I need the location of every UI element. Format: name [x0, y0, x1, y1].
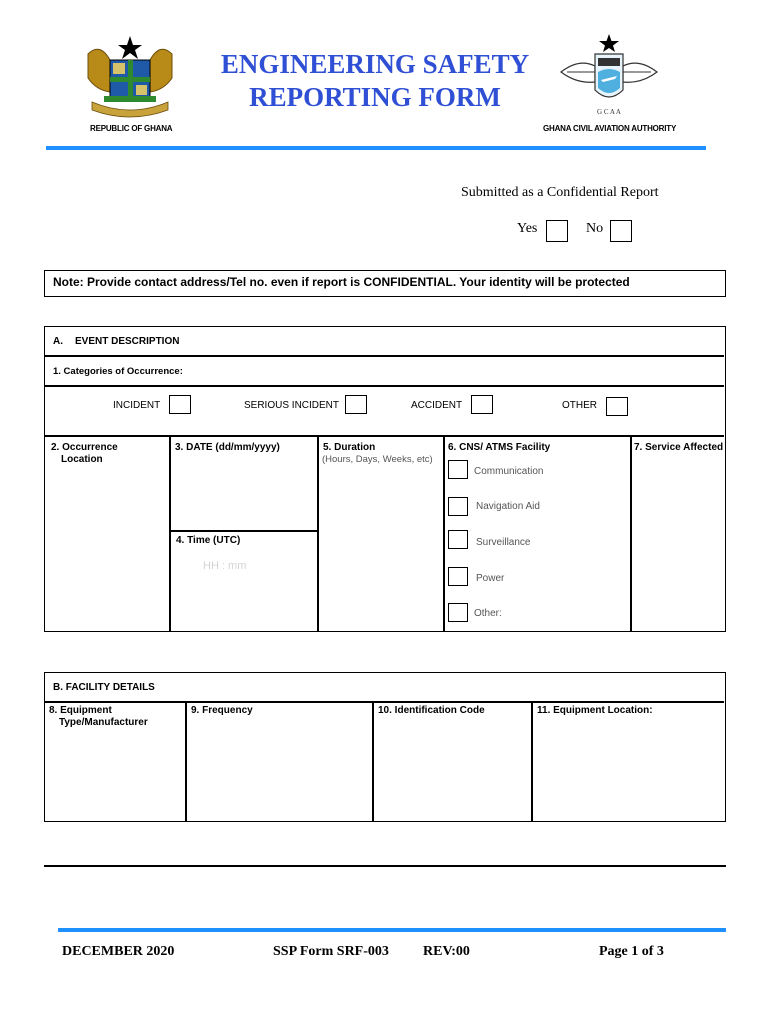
facility-navigation-aid-label: Navigation Aid [476, 501, 540, 512]
facility-other-checkbox[interactable] [448, 603, 468, 622]
divider [630, 435, 632, 631]
confidential-no-label: No [586, 221, 604, 236]
occurrence-location-field[interactable] [47, 469, 167, 629]
equipment-type-line2: Type/Manufacturer [59, 717, 148, 728]
equipment-location-field[interactable] [533, 721, 723, 819]
identification-code-field[interactable] [374, 721, 529, 819]
divider [45, 355, 724, 357]
service-affected-field[interactable] [633, 459, 723, 629]
form-title-line2: REPORTING FORM [249, 82, 501, 112]
date-label: 3. DATE (dd/mm/yyyy) [175, 442, 280, 453]
time-label: 4. Time (UTC) [176, 535, 241, 546]
facility-power-label: Power [476, 573, 505, 584]
occurrence-location-line2: Location [61, 454, 103, 465]
category-other-label: OTHER [562, 400, 597, 411]
confidential-label: Submitted as a Confidential Report [461, 185, 659, 200]
section-a-title: EVENT DESCRIPTION [75, 336, 180, 347]
equipment-location-label: 11. Equipment Location: [537, 705, 653, 716]
divider [443, 435, 445, 631]
confidential-no-checkbox[interactable] [610, 220, 632, 242]
footer-date: DECEMBER 2020 [62, 944, 175, 959]
footer-revision: REV:00 [423, 944, 470, 959]
facility-navigation-aid-checkbox[interactable] [448, 497, 468, 516]
facility-communication-checkbox[interactable] [448, 460, 468, 479]
gcaa-emblem-logo [555, 32, 663, 124]
divider [169, 530, 317, 532]
facility-power-checkbox[interactable] [448, 567, 468, 586]
duration-label: 5. Duration [323, 442, 376, 453]
header-divider [46, 146, 706, 150]
date-field[interactable] [171, 459, 315, 527]
time-field[interactable]: HH : mm [203, 560, 247, 572]
equipment-type-label [49, 705, 148, 729]
category-other-checkbox[interactable] [606, 397, 628, 416]
footer-divider [58, 928, 726, 932]
identification-code-label: 10. Identification Code [378, 705, 485, 716]
category-incident-label: INCIDENT [113, 400, 161, 411]
ghana-coat-of-arms-logo [74, 32, 186, 122]
footer-form-number: SSP Form SRF-003 [273, 944, 389, 959]
divider [45, 435, 724, 437]
facility-surveillance-checkbox[interactable] [448, 530, 468, 549]
category-incident-checkbox[interactable] [169, 395, 191, 414]
category-accident-label: ACCIDENT [411, 400, 463, 411]
facility-other-label: Other: [474, 608, 502, 619]
facility-communication-label: Communication [474, 466, 544, 477]
section-a-letter: A. [53, 336, 63, 347]
confidentiality-note: Note: Provide contact address/Tel no. even if report is CONFIDENTIAL. Your identity will be protected [44, 270, 726, 297]
footer-page-number: Page 1 of 3 [599, 944, 664, 959]
service-affected-label: 7. Service Affected [634, 442, 724, 453]
facility-label: 6. CNS/ ATMS Facility [448, 442, 551, 453]
left-logo-caption: REPUBLIC OF GHANA [90, 124, 173, 133]
confidential-yes-label: Yes [517, 221, 538, 236]
frequency-field[interactable] [187, 721, 370, 819]
gcaa-logo-lettering: G C A A [597, 108, 621, 116]
section-b-title: B. FACILITY DETAILS [53, 682, 155, 693]
category-serious-incident-checkbox[interactable] [345, 395, 367, 414]
occurrence-location-line1: 2. Occurrence [51, 442, 118, 453]
form-title-line1: ENGINEERING SAFETY [220, 49, 530, 79]
category-serious-incident-label: SERIOUS INCIDENT [244, 400, 340, 411]
duration-hint: (Hours, Days, Weeks, etc) [322, 454, 433, 465]
confidential-yes-checkbox[interactable] [546, 220, 568, 242]
form-title [200, 48, 550, 114]
frequency-label: 9. Frequency [191, 705, 253, 716]
section-divider [44, 865, 726, 867]
occurrence-location-label [51, 442, 118, 466]
equipment-type-field[interactable] [47, 733, 183, 819]
facility-surveillance-label: Surveillance [476, 537, 531, 548]
right-logo-caption: GHANA CIVIL AVIATION AUTHORITY [543, 124, 677, 133]
category-accident-checkbox[interactable] [471, 395, 493, 414]
divider [45, 701, 724, 703]
divider [45, 385, 724, 387]
duration-field[interactable] [319, 469, 441, 629]
categories-label: 1. Categories of Occurrence: [53, 366, 183, 377]
section-b-facility-details [44, 672, 726, 822]
equipment-type-line1: 8. Equipment [49, 705, 112, 716]
section-a-event-description [44, 326, 726, 632]
